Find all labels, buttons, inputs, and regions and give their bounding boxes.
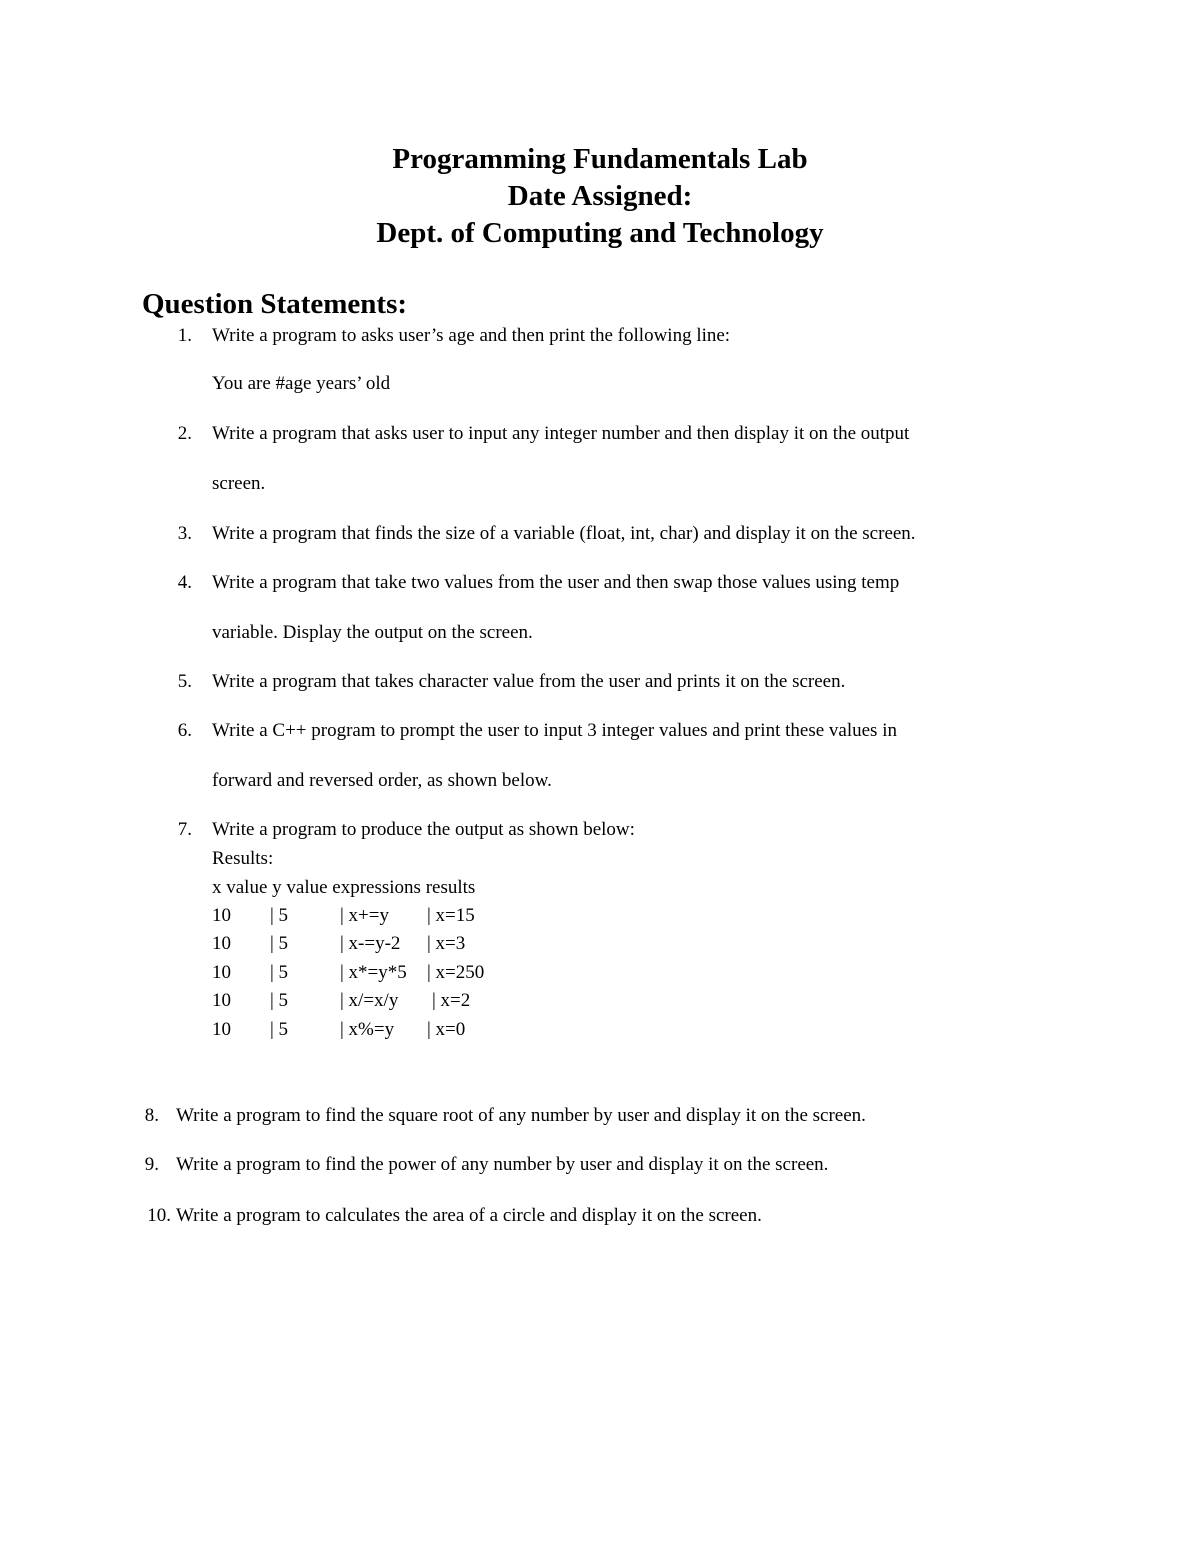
question-text: Write a program to asks user’s age and then print the following line:: [212, 325, 731, 346]
question-number: 10.: [147, 1205, 171, 1226]
question-number: 7.: [177, 819, 192, 840]
question-text: Write a program to find the square root of any number by user and display it on the screen.: [176, 1105, 866, 1126]
y-value: | 5: [270, 962, 289, 983]
document-title: Programming Fundamentals Lab: [392, 143, 808, 175]
department-line: Dept. of Computing and Technology: [376, 217, 824, 249]
y-value: | 5: [270, 990, 289, 1011]
results-header: x value y value expressions results: [212, 877, 476, 898]
question-number: 6.: [177, 720, 192, 741]
y-value: | 5: [270, 1019, 289, 1040]
y-value: | 5: [270, 933, 289, 954]
results-label: Results:: [212, 848, 274, 869]
x-value: 10: [212, 1019, 231, 1040]
result: | x=15: [427, 905, 475, 926]
question-text: Write a program to produce the output as shown below:: [212, 819, 635, 840]
question-number: 4.: [177, 572, 192, 593]
expression: | x-=y-2: [340, 933, 401, 954]
question-text: Write a program to calculates the area of a circle and display it on the screen.: [176, 1205, 762, 1226]
expression: | x*=y*5: [340, 962, 407, 983]
result: | x=250: [427, 962, 485, 983]
question-number: 3.: [177, 523, 192, 544]
y-value: | 5: [270, 905, 289, 926]
result: | x=0: [427, 1019, 466, 1040]
question-number: 9.: [144, 1154, 159, 1175]
question-text: Write a program that finds the size of a variable (float, int, char) and display it on the screen.: [212, 523, 916, 544]
section-heading: Question Statements:: [142, 288, 408, 320]
expression: | x+=y: [340, 905, 389, 926]
question-text-continued: forward and reversed order, as shown below.: [212, 770, 552, 791]
x-value: 10: [212, 933, 231, 954]
x-value: 10: [212, 990, 231, 1011]
document-header: [0, 141, 1200, 252]
question-number: 5.: [177, 671, 192, 692]
question-text: Write a program that take two values from the user and then swap those values using temp: [212, 572, 900, 593]
question-text: Write a program that asks user to input any integer number and then display it on the output: [212, 423, 910, 444]
result: | x=3: [427, 933, 466, 954]
question-text: Write a C++ program to prompt the user to input 3 integer values and print these values in: [212, 720, 897, 741]
expression: | x%=y: [340, 1019, 395, 1040]
question-text-continued: screen.: [212, 473, 266, 494]
date-assigned: Date Assigned:: [507, 180, 693, 212]
result: | x=2: [432, 990, 471, 1011]
question-text-continued: You are #age years’ old: [212, 373, 391, 394]
question-number: 8.: [144, 1105, 159, 1126]
question-text: Write a program that takes character value from the user and prints it on the screen.: [212, 671, 846, 692]
question-number: 2.: [177, 423, 192, 444]
question-text: Write a program to find the power of any number by user and display it on the screen.: [176, 1154, 829, 1175]
question-text-continued: variable. Display the output on the screen.: [212, 622, 533, 643]
x-value: 10: [212, 962, 231, 983]
x-value: 10: [212, 905, 231, 926]
expression: | x/=x/y: [340, 990, 399, 1011]
question-number: 1.: [177, 325, 192, 346]
